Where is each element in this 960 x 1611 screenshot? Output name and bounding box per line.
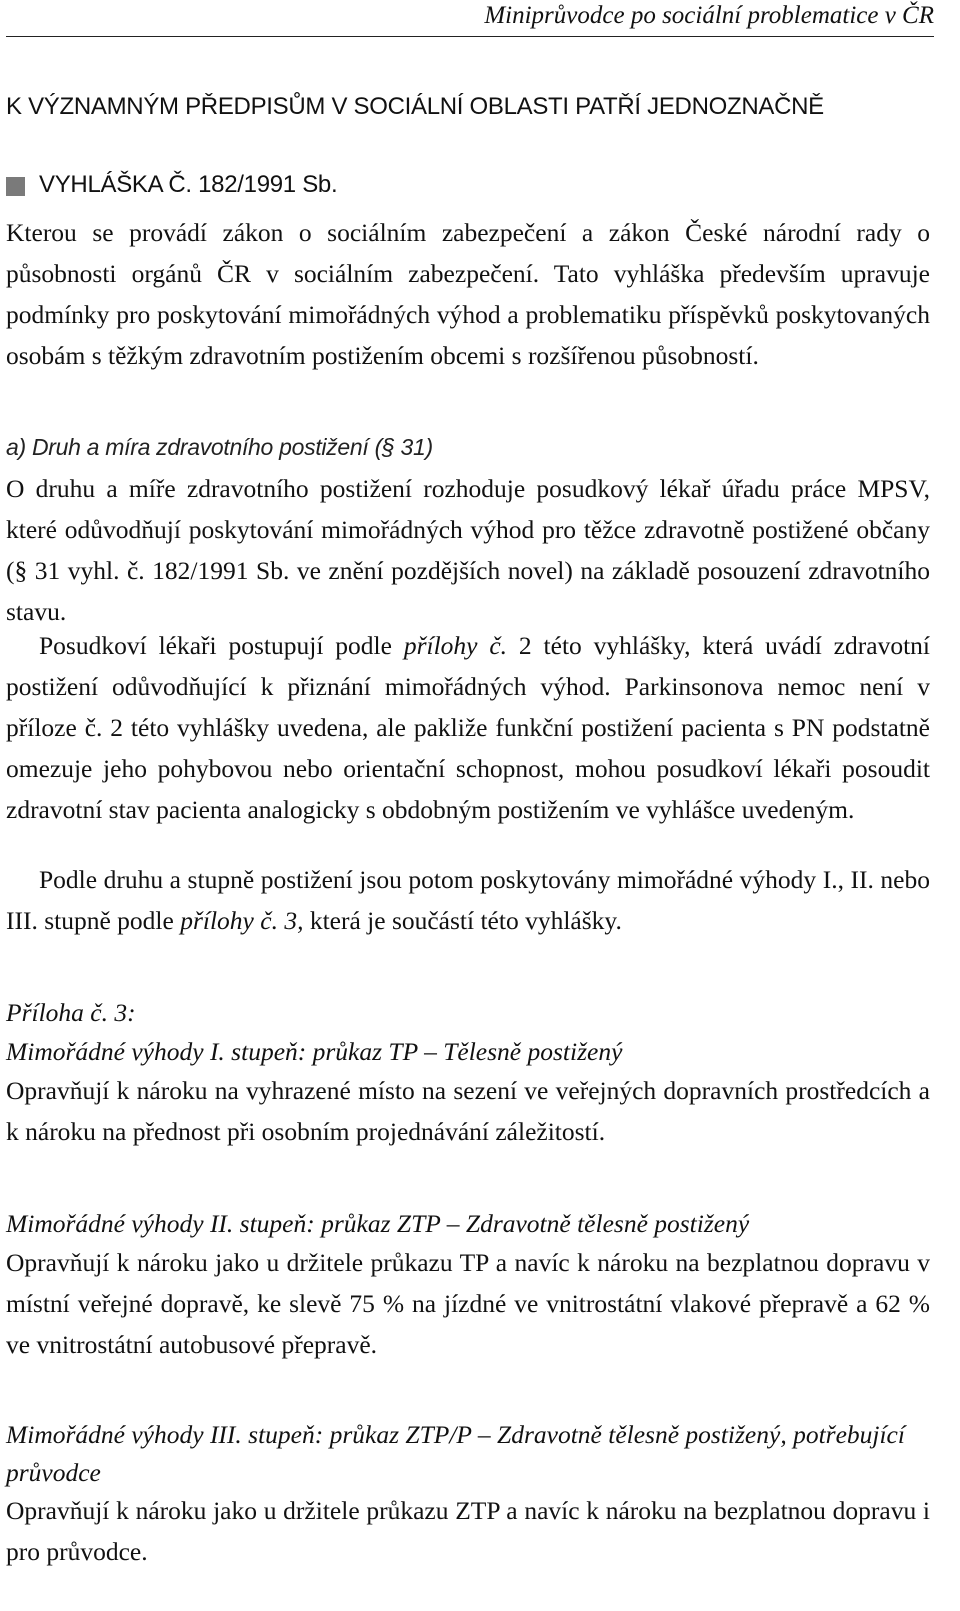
square-bullet-icon — [6, 177, 25, 196]
p3-text-a: Podle druhu a stupně postižení jsou potom poskytovány mimořádné výhody I., II. nebo III. stupně podle — [6, 865, 930, 935]
section-a-paragraph-3 — [6, 859, 930, 941]
level1-text: Opravňují k nároku na vyhrazené místo na sezení ve veřejných dopravních prostředcích a k nároku na přednost při osobním projednávání záležitostí. — [6, 1076, 930, 1146]
subheading — [6, 170, 930, 200]
p2-text-a: Posudkoví lékaři postupují podle — [39, 631, 404, 660]
section-a-paragraph-1: O druhu a míře zdravotního postižení rozhoduje posudkový lékař úřadu práce MPSV, které odůvodňují poskytování mimořádných výhod pro těžce zdravotně postižené občany (§ 31 vyhl. č. 182/1991 Sb. ve znění pozdějších novel) na základě posouzení zdravotního stavu. — [6, 474, 930, 626]
intro-paragraph: Kterou se provádí zákon o sociálním zabezpečení a zákon České národní rady o působnosti orgánů ČR v sociálním zabezpečení. Tato vyhláška především upravuje podmínky pro poskytování mimořádných výhod a problematiku příspěvků poskytovaných osobám s těžkým zdravotním postižením obcemi s rozšířenou působností. — [6, 218, 930, 370]
p2-text-b: 2 této vyhlášky, která uvádí zdravotní postižení odůvodňující k přiznání mimořádných výhod. Parkinsonova nemoc není v příloze č. 2 této vyhlášky uvedena, ale pakliže funkční postižení pacienta s PN podstatně omezuje jeho pohybovou nebo orientační schopnost, mohou posudkoví lékaři posoudit zdravotní stav pacienta analogicky s obdobným postižením ve vyhlášce uvedeným. — [6, 631, 930, 824]
annex-label: Příloha č. 3: — [6, 998, 136, 1027]
section-a-paragraph-2 — [6, 625, 930, 830]
header-rule — [6, 36, 934, 37]
section-a-label: a) Druh a míra zdravotního postižení (§ 31) — [6, 434, 433, 460]
level2-text: Opravňují k nároku jako u držitele průkazu TP a navíc k nároku na bezplatnou dopravu v místní veřejné dopravě, ke slevě 75 % na jízdné ve vnitrostátní vlakové přepravě a 62 % ve vnitrostátní autobusové přepravě. — [6, 1248, 930, 1359]
p2-annex-ref: přílohy č. — [403, 631, 508, 660]
subheading-text: VYHLÁŠKA Č. 182/1991 Sb. — [39, 171, 338, 198]
level1-title: Mimořádné výhody I. stupeň: průkaz TP – Tělesně postižený — [6, 1037, 623, 1066]
level3-title: Mimořádné výhody III. stupeň: průkaz ZTP/P – Zdravotně tělesně postižený, potřebující průvodce — [6, 1420, 905, 1487]
running-header: Miniprůvodce po sociální problematice v ČR — [484, 2, 934, 29]
level3-text: Opravňují k nároku jako u držitele průkazu ZTP a navíc k nároku na bezplatnou dopravu i pro průvodce. — [6, 1496, 930, 1566]
p3-text-b: která je součástí této vyhlášky. — [303, 906, 622, 935]
section-heading: K VÝZNAMNÝM PŘEDPISŮM V SOCIÁLNÍ OBLASTI PATŘÍ JEDNOZNAČNĚ — [6, 93, 824, 120]
level2-title: Mimořádné výhody II. stupeň: průkaz ZTP – Zdravotně tělesně postižený — [6, 1209, 750, 1238]
p3-annex-ref: přílohy č. 3, — [180, 906, 304, 935]
